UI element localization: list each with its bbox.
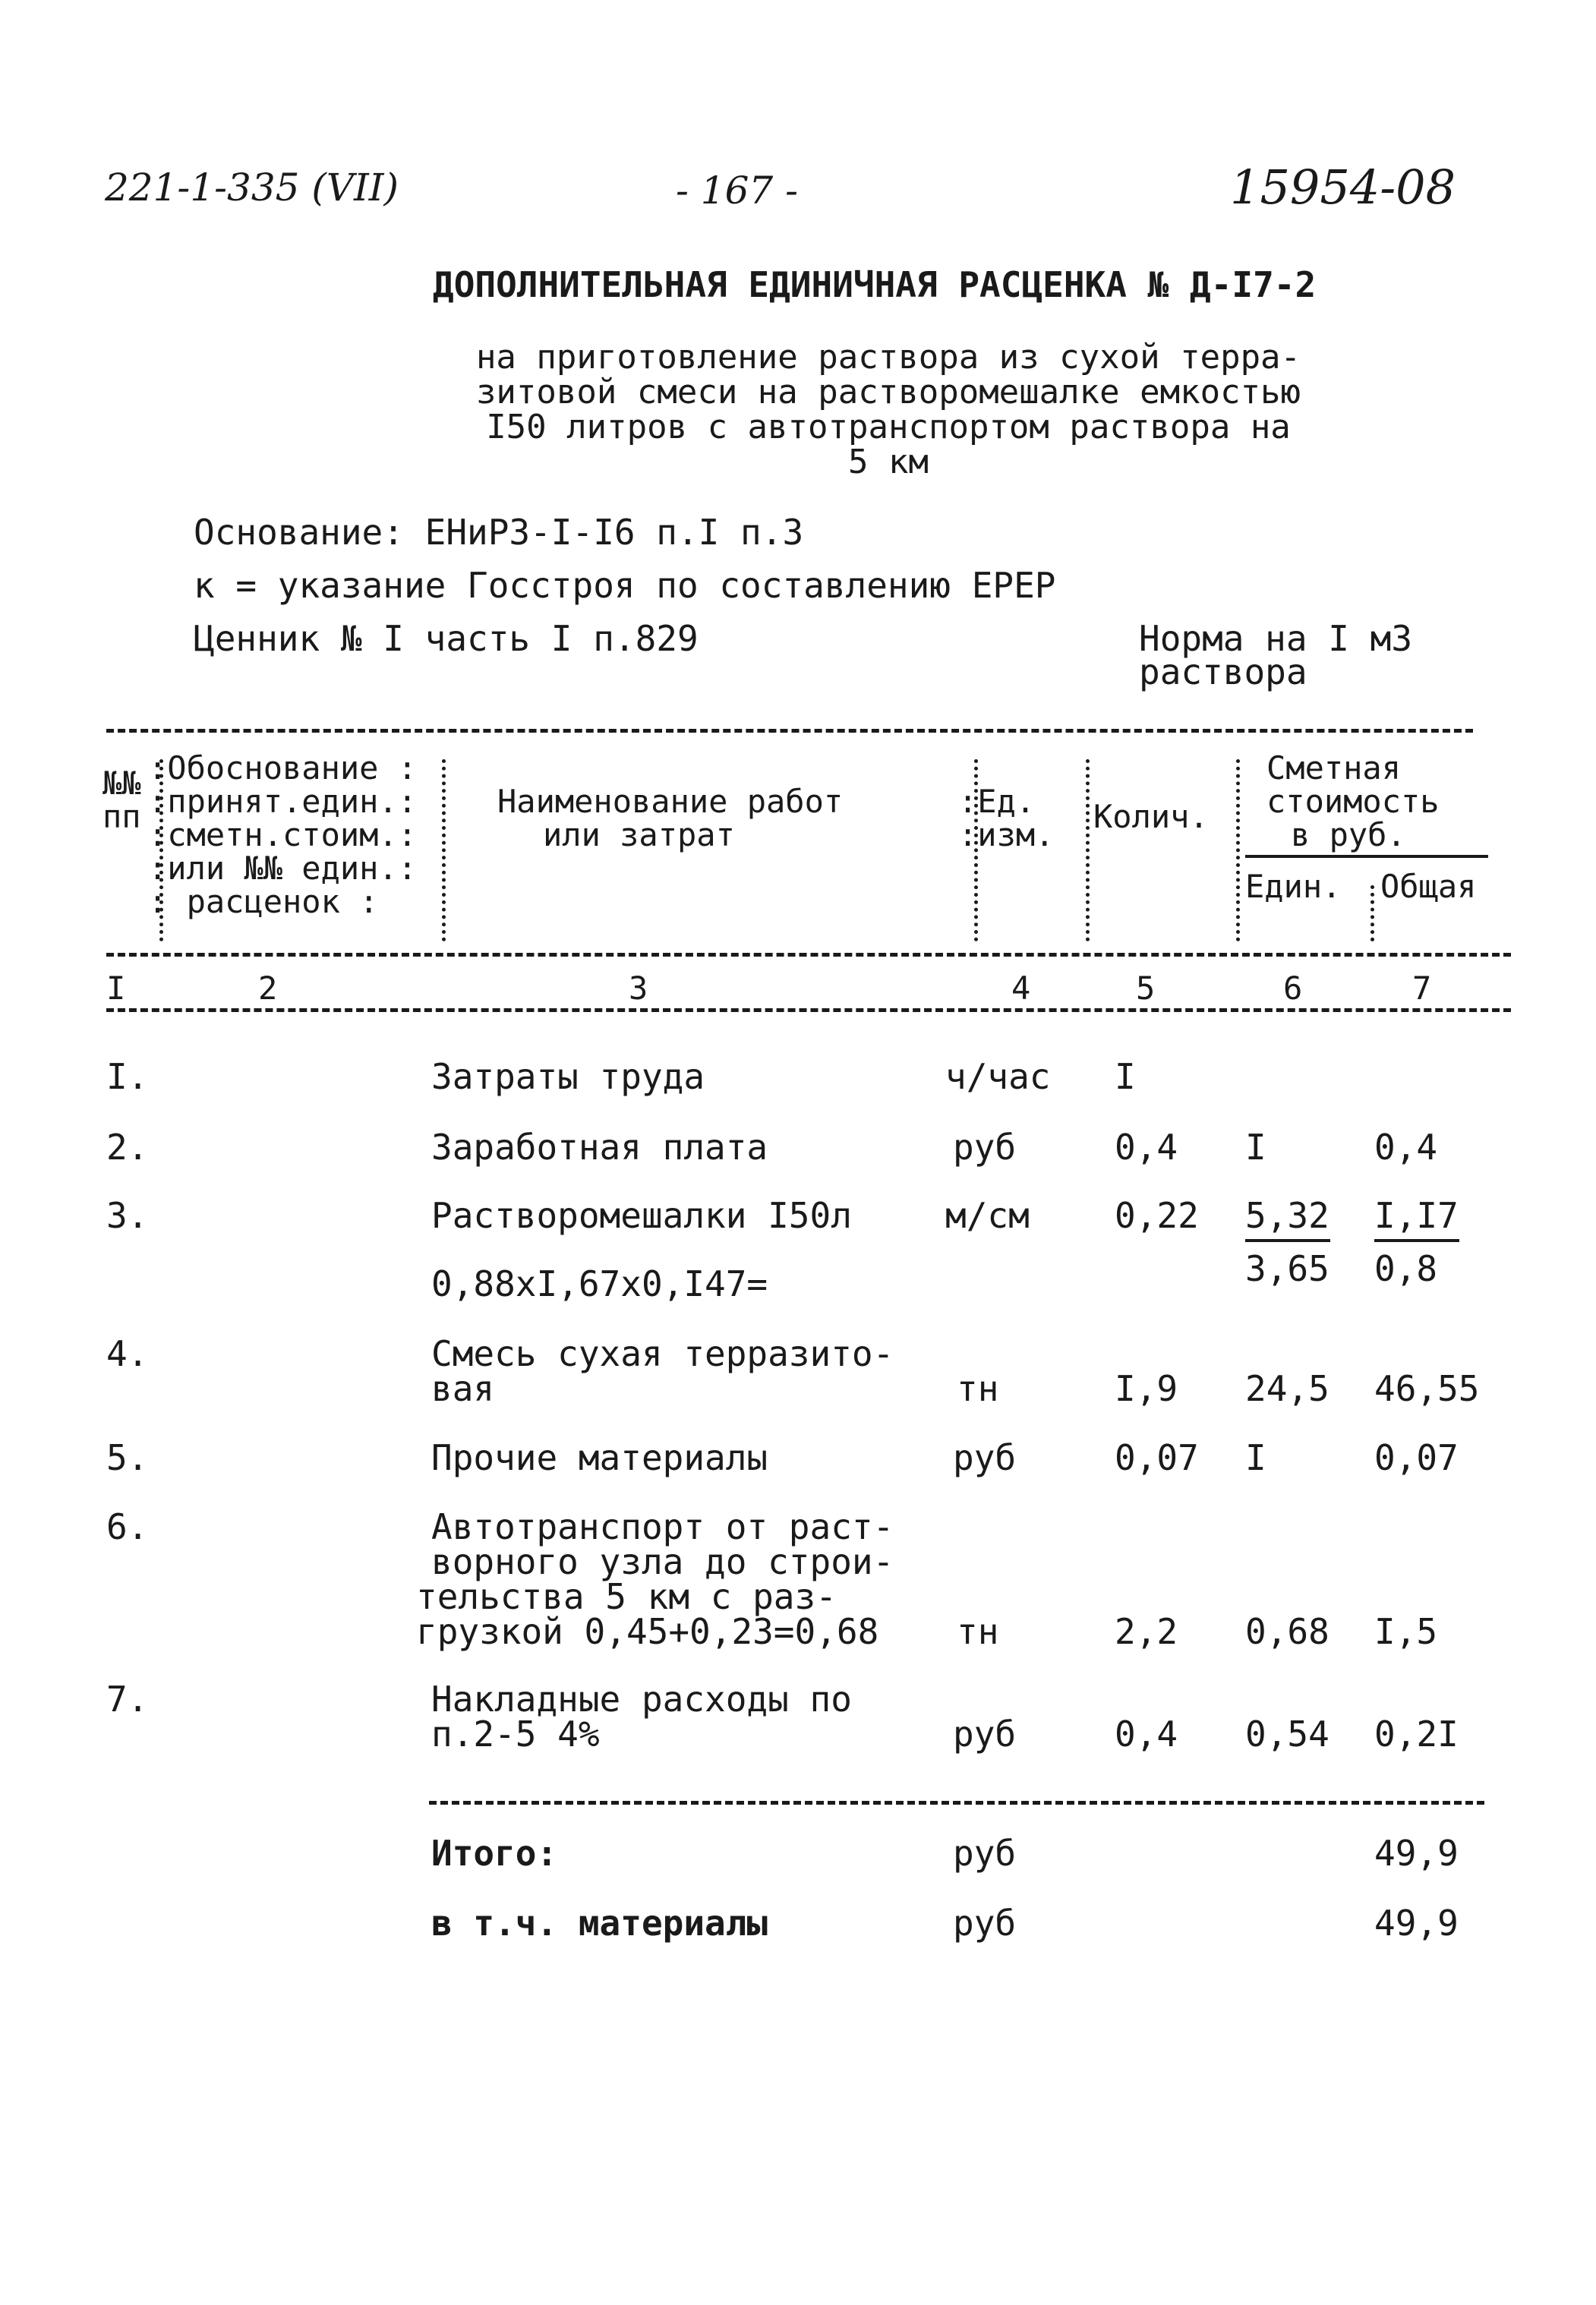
row-1-name: Затраты труда [431,1056,705,1097]
subtitle-line-4: 5 км [848,443,929,481]
col4-header-line-2: :изм. [958,816,1055,853]
col3-header-line-2: или затрат [543,816,735,853]
row-5-unit-cost: I [1245,1437,1266,1478]
subtitle-line-2: зитовой смеси на растворомешалке емкостью [475,373,1301,411]
row-6-name-line-3: тельства 5 км с раз- [416,1576,837,1617]
row-7-unit: руб [953,1714,1017,1755]
row-5-number: 5. [106,1437,149,1478]
row-3-total-underline [1374,1239,1459,1242]
document-code-right: 15954-08 [1230,159,1456,215]
row-3-total-2: 0,8 [1374,1248,1438,1289]
col67-header-line-1: Сметная [1266,749,1402,787]
row-6-name-line-1: Автотранспорт от раст- [431,1506,894,1547]
norm-line-2: раствора [1139,651,1307,692]
col-separator-3 [974,759,978,941]
row-1-unit: ч/час [945,1056,1051,1097]
col7-header: Общая [1380,868,1477,905]
col-separator-2 [442,759,446,941]
total-value: 49,9 [1374,1833,1459,1874]
row-7-quantity: 0,4 [1115,1714,1178,1755]
basis-line-3: Ценник № I часть I п.829 [194,618,699,659]
row-4-name-line-1: Смесь сухая терразито- [431,1333,894,1374]
col1-header-line-1: №№ [103,765,141,802]
row-3-quantity: 0,22 [1115,1195,1199,1236]
row-7-total: 0,2I [1374,1714,1459,1755]
row-3-unit-cost-underline [1245,1239,1330,1242]
col-number-3: 3 [629,970,648,1007]
row-6-unit-cost: 0,68 [1245,1611,1329,1652]
row-2-quantity: 0,4 [1115,1127,1178,1168]
row-2-unit: руб [953,1127,1017,1168]
col67-header-underline [1245,855,1488,858]
row-4-unit: тн [957,1368,999,1409]
col2-header-line-3: :сметн.стоим.: [148,816,418,853]
materials-label: в т.ч. материалы [431,1903,768,1944]
basis-line-1: Основание: ЕНиРЗ-I-I6 п.I п.3 [194,512,804,553]
row-4-number: 4. [106,1333,149,1374]
col5-header: Колич. [1093,798,1209,835]
row-6-total: I,5 [1374,1611,1438,1652]
col2-header-line-1: :Обоснование : [148,749,418,787]
row-4-quantity: I,9 [1115,1368,1178,1409]
row-3-total: I,I7 [1374,1195,1459,1236]
col2-header-line-5: : расценок : [148,883,379,920]
table-header-rule [106,953,1511,957]
row-5-name: Прочие материалы [431,1437,768,1478]
row-3-unit-cost: 5,32 [1245,1195,1329,1236]
col67-header-line-2: стоимость [1266,783,1440,820]
materials-unit: руб [953,1903,1017,1944]
row-7-name-line-2: п.2-5 4% [431,1714,600,1755]
row-7-unit-cost: 0,54 [1245,1714,1329,1755]
col-separator-5 [1236,759,1240,941]
row-6-unit: тн [957,1611,999,1652]
col4-header-line-1: :Ед. [958,783,1036,820]
col3-header-line-1: Наименование работ [497,783,844,820]
row-4-unit-cost: 24,5 [1245,1368,1329,1409]
row-1-number: I. [106,1056,149,1097]
row-2-unit-cost: I [1245,1127,1266,1168]
total-label: Итого: [431,1833,558,1874]
row-3-unit: м/см [945,1195,1030,1236]
col-number-6: 6 [1283,970,1303,1007]
materials-value: 49,9 [1374,1903,1459,1944]
col-number-4: 4 [1011,970,1031,1007]
row-5-quantity: 0,07 [1115,1437,1199,1478]
page-number: - 167 - [676,169,799,213]
col-number-1: I [106,970,126,1007]
row-6-name-line-4: грузкой 0,45+0,23=0,68 [416,1611,879,1652]
column-numbers-rule [106,1008,1511,1012]
document-title: ДОПОЛНИТЕЛЬНАЯ ЕДИНИЧНАЯ РАСЦЕНКА № Д-I7-2 [433,264,1317,305]
row-3-name-line-2: 0,88хI,67х0,I47= [431,1263,768,1304]
row-7-name-line-1: Накладные расходы по [431,1679,852,1720]
document-code-left: 221-1-335 (VII) [105,166,399,210]
row-2-name: Заработная плата [431,1127,768,1168]
col-separator-1 [159,759,163,941]
row-5-total: 0,07 [1374,1437,1459,1478]
row-6-number: 6. [106,1506,149,1547]
col-number-2: 2 [258,970,278,1007]
col-number-7: 7 [1412,970,1432,1007]
row-1-quantity: I [1115,1056,1136,1097]
col67-header-line-3: в руб. [1291,816,1406,853]
row-4-name-line-2: вая [431,1368,495,1409]
row-7-number: 7. [106,1679,149,1720]
row-2-total: 0,4 [1374,1127,1438,1168]
table-top-rule [106,729,1473,733]
totals-rule [429,1801,1484,1805]
row-3-number: 3. [106,1195,149,1236]
basis-line-2: к = указание Госстроя по составлению ЕРЕР [194,565,1056,606]
row-3-unit-cost-2: 3,65 [1245,1248,1329,1289]
row-6-name-line-2: ворного узла до строи- [431,1541,894,1582]
row-5-unit: руб [953,1437,1017,1478]
col-number-5: 5 [1136,970,1156,1007]
subtitle-line-3: I50 литров с автотранспортом раствора на [486,408,1291,446]
col-separator-6 [1370,885,1374,941]
col2-header-line-2: :принят.един.: [148,783,418,820]
row-4-total: 46,55 [1374,1368,1480,1409]
row-6-quantity: 2,2 [1115,1611,1178,1652]
col-separator-4 [1086,759,1090,941]
norm-line-1: Норма на I м3 [1139,618,1413,659]
col6-header: Един. [1245,868,1342,905]
subtitle-line-1: на приготовление раствора из сухой терра- [475,338,1301,377]
row-3-name-line-1: Растворомешалки I50л [431,1195,852,1236]
total-unit: руб [953,1833,1017,1874]
row-2-number: 2. [106,1127,149,1168]
col1-header-line-2: пп [103,798,141,835]
col2-header-line-4: :или №№ един.: [148,850,418,887]
